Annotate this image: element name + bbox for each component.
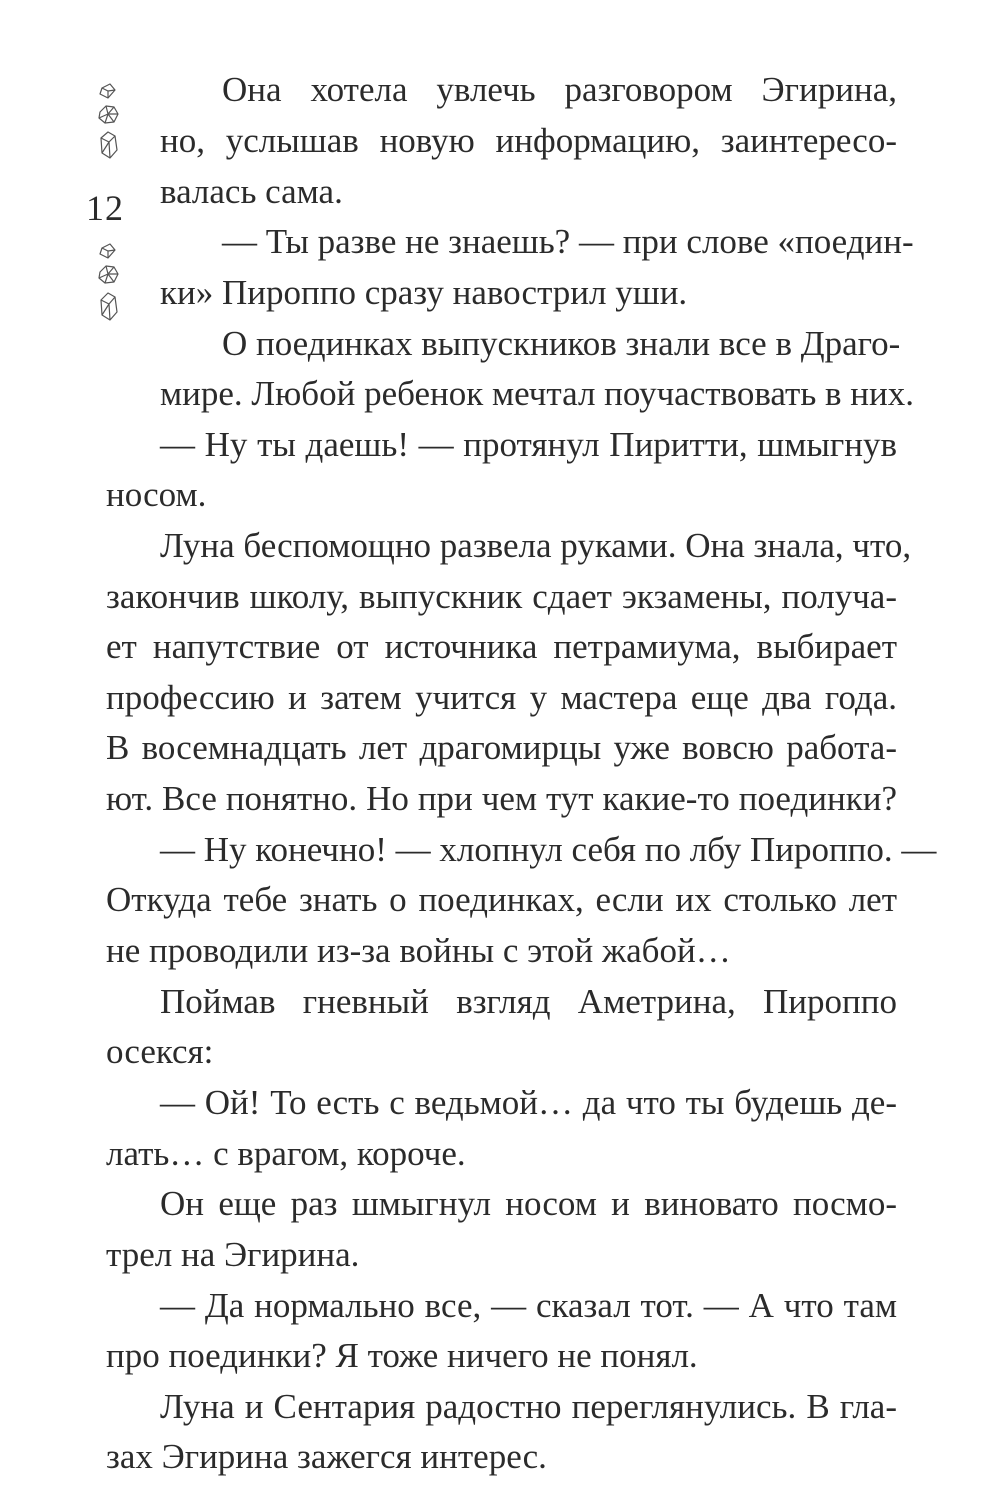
text-line: носом. xyxy=(106,475,207,514)
text-line: валась сама. xyxy=(160,172,343,211)
text-line: лать… с врагом, короче. xyxy=(106,1134,466,1173)
text-line: не проводили из-за войны с этой жабой… xyxy=(106,931,731,970)
text-line: В восемнадцать лет драгомирцы уже вовсю работа- xyxy=(106,728,897,767)
text-line: про поединки? Я тоже ничего не понял. xyxy=(106,1336,698,1375)
text-line: Луна беспомощно развела руками. Она знала, что, xyxy=(160,526,912,565)
text-line: — Ой! То есть с ведьмой… да что ты будешь де- xyxy=(160,1083,897,1122)
page-number: 12 xyxy=(86,188,124,228)
text-line: ки» Пироппо сразу навострил уши. xyxy=(160,273,688,312)
text-line: осекся: xyxy=(106,1032,214,1071)
text-line: Луна и Сентария радостно переглянулись. В гла- xyxy=(160,1387,897,1426)
text-line: зах Эгирина зажегся интерес. xyxy=(106,1437,547,1476)
text-line: — Ты разве не знаешь? — при слове «поедин- xyxy=(222,222,914,261)
text-line: — Ну конечно! — хлопнул себя по лбу Пироппо. — xyxy=(160,830,937,869)
text-line: О поединках выпускников знали все в Драго- xyxy=(222,324,901,363)
text-line: ют. Все понятно. Но при чем тут какие-то поединки? xyxy=(106,779,897,818)
text-line: ет напутствие от источника петрамиума, выбирает xyxy=(106,627,897,666)
text-line: мире. Любой ребенок мечтал поучаствовать в них. xyxy=(160,374,915,413)
text-line: Он еще раз шмыгнул носом и виновато посмо- xyxy=(160,1184,897,1223)
text-line: профессию и затем учится у мастера еще два года. xyxy=(106,678,897,717)
text-line: но, услышав новую информацию, заинтересо- xyxy=(160,121,897,160)
text-line: закончив школу, выпускник сдает экзамены, получа- xyxy=(106,577,897,616)
text-line: — Ну ты даешь! — протянул Пиритти, шмыгнув xyxy=(160,425,897,464)
text-line: трел на Эгирина. xyxy=(106,1235,360,1274)
text-line: — Да нормально все, — сказал тот. — А что там xyxy=(160,1286,897,1325)
text-line: Она хотела увлечь разговором Эгирина, xyxy=(222,70,897,109)
text-line: Поймав гневный взгляд Аметрина, Пироппо xyxy=(160,982,897,1021)
text-line: Откуда тебе знать о поединках, если их столько лет xyxy=(106,880,897,919)
